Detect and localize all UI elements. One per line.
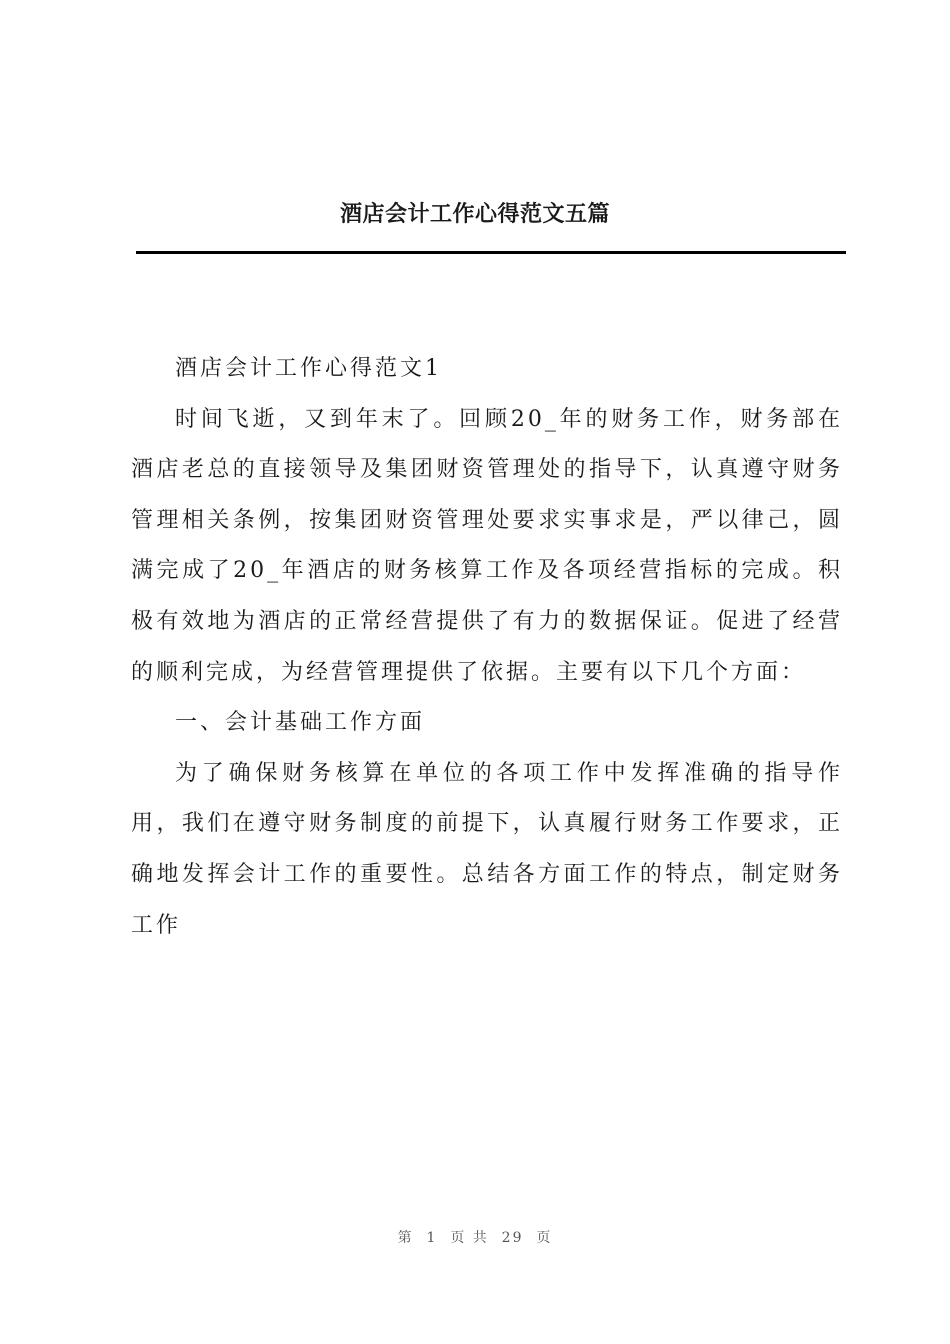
section-heading: 酒店会计工作心得范文1 [175, 356, 442, 381]
title-underline [136, 251, 846, 254]
body-paragraph: 时间飞逝，又到年末了。回顾20_年的财务工作，财务部在酒店老总的直接领导及集团财资管理处的指导下，认真遵守财务管理相关条例，按集团财资管理处要求实事求是，严以律己，圆满完成了20_年酒店的财务核算工作及各项经营指标的完成。积极有效地为酒店的正常经营提供了有力的数据保证。促进了经营的顺利完成，为经营管理提供了依据。主要有以下几个方面： [131, 406, 843, 685]
document-title: 酒店会计工作心得范文五篇 [339, 201, 610, 227]
body-paragraph: 为了确保财务核算在单位的各项工作中发挥准确的指导作用，我们在遵守财务制度的前提下，认真履行财务工作要求，正确地发挥会计工作的重要性。总结各方面工作的特点，制定财务工作 [131, 760, 843, 938]
subsection-heading: 一、会计基础工作方面 [175, 710, 426, 736]
page-number: 第 1 页 共 29 页 [397, 1230, 553, 1246]
document-body [131, 344, 843, 951]
